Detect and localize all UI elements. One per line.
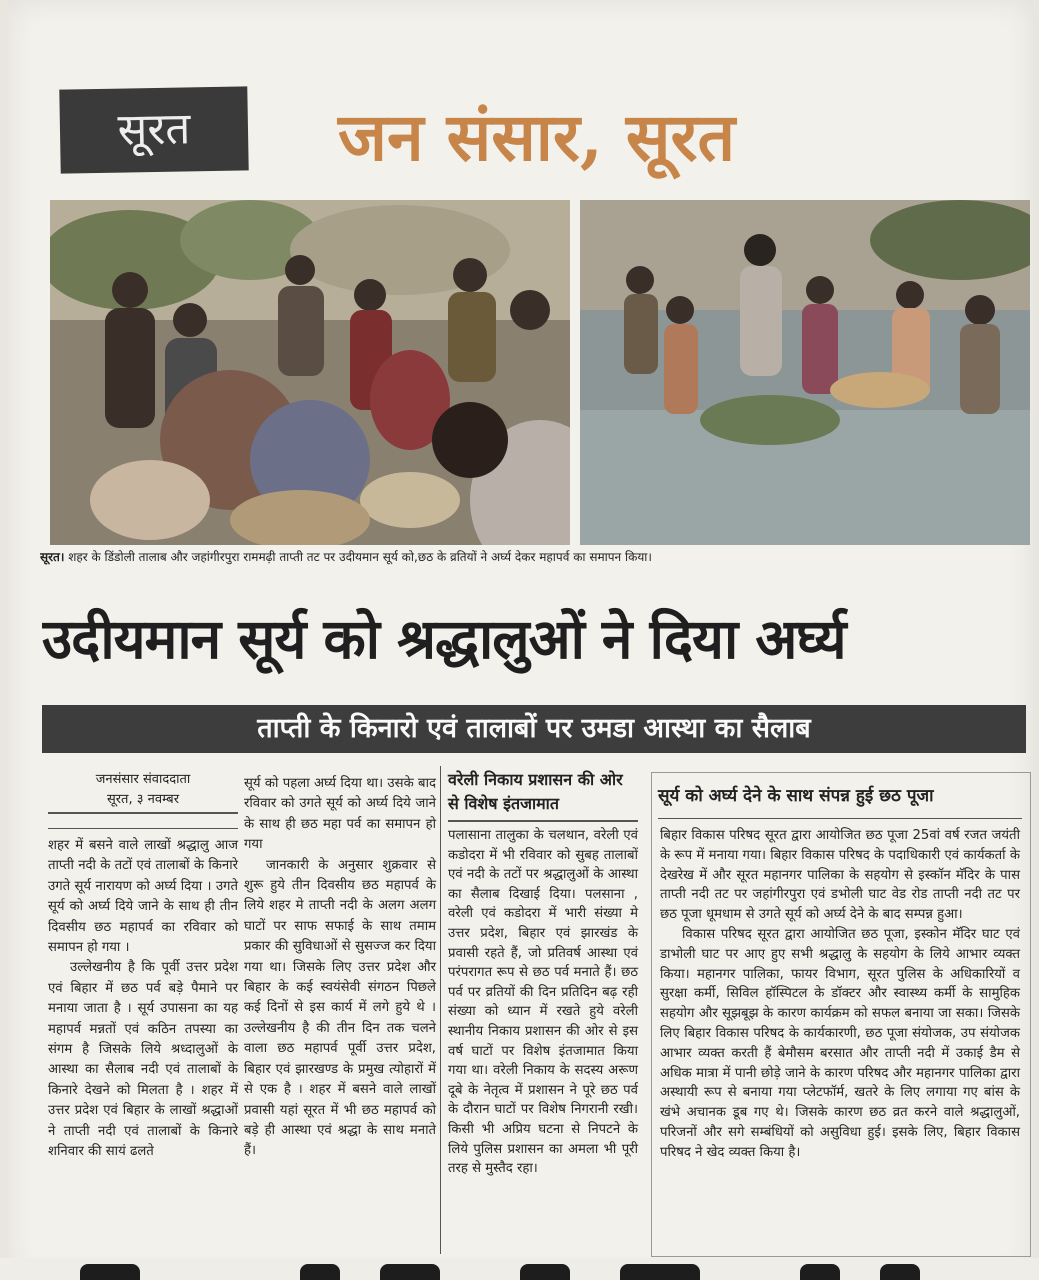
caption-text: शहर के डिंडोली तालाब और जहांगीरपुरा राममढ़ी ताप्ती तट पर उदीयमान सूर्य को,छठ के व्रतियों ने अर्घ्य देकर महापर्व का समापन किया। <box>64 550 652 564</box>
box2-paragraph-2: विकास परिषद सूरत द्वारा आयोजित छठ पूजा, इस्कोन मॅदिर घाट एवं डाभोली घाट पर आए हुए सभी श्रद्धालु के सहयोग के लिये आभार व्यक्त किया। महानगर पालिका, फायर विभाग, सूरत पुलिस के अधिकारियों व सुरक्षा कर्मी, सिविल हॉस्पिटल के डॉक्टर और स्वास्थ्य कर्मी के सामुहिक सहयोग और सूझबूझ के कारण कार्यक्रम को सफल बनाया जा सका। जिसके लिए बिहार विकास परिषद के कार्यकारणी, छठ पूजा संयोजक, उप संयोजक आभार व्यक्त करती हैं बेमौसम बरसात और ताप्ती नदी में उकाई डैम से अधिक मात्रा में पानी छोड़े जाने के कारण परिषद और महानगर पालिका द्वारा अस्थायी रूप से बनाया गया प्लेटफॉर्म, खतरे के लिए लगाया गए बांस के खंभे अचानक डूब गए थे। जिसके कारण छठ व्रत करने वाले श्रद्धालुओं, परिजनों और सगे सम्बंधियों को असुविधा हुई। इसके लिए, बिहार विकास परिषद ने खेद व्यक्त किया है। <box>660 926 1020 1160</box>
column-divider <box>440 766 441 1254</box>
headline: उदीयमान सूर्य को श्रद्धालुओं ने दिया अर्घ्य <box>42 606 846 671</box>
river-photo-right <box>580 200 1030 545</box>
box1-title: वरेली निकाय प्रशासन की ओर से विशेष इंतजामात <box>448 770 623 813</box>
box1-body <box>448 826 638 1179</box>
col2-paragraph-1: सूर्य को पहला अर्घ्य दिया था। उसके बाद रविवार को उगते सूर्य को अर्घ्य दिये जाने के साथ ही छठ महा पर्व का समापन हो गया <box>244 776 436 853</box>
byline-divider <box>48 812 238 814</box>
next-headline-fragment <box>0 1258 1039 1280</box>
caption-place: सूरत। <box>40 550 65 564</box>
photo-caption <box>40 548 1030 566</box>
byline-reporter: जनसंसार संवाददाता <box>95 772 191 787</box>
box2-title: सूर्य को अर्घ्य देने के साथ संपन्न हुई छठ पूजा <box>658 786 934 806</box>
crowd-photo-left <box>50 200 570 545</box>
article-column-1 <box>48 836 238 1163</box>
box1-divider <box>448 820 638 822</box>
box2-paragraph-1: बिहार विकास परिषद सूरत द्वारा आयोजित छठ पूजा 25वां वर्ष रजत जयंती के रूप में मनाया गया। बिहार विकास परिषद के पदाधिकारी एवं कार्यकर्ता के देखरेख में और सूरत महानगर पालिका के सहयोग से इस्कॉन मॅदिर के पास ताप्ती नदी तट पर जहांगीरपुरा एवं डभोली घाट वेड रोड ताप्ती नदी तट पर छठ पूजा धूमधाम से उगते सूर्य को अर्घ्य देने के बाद सम्पन्न हुआ। <box>660 828 1020 923</box>
col2-paragraph-2: जानकारी के अनुसार शुक्रवार से शुरू हुये तीन दिवसीय छठ महापर्व के लिये शहर मे ताप्ती नदी के अलग अलग घाटों पर साफ सफाई के साथ तमाम प्रकार की सुविधाओं से सुसज्ज कर दिया गया था। जिसके लिए उत्तर प्रदेश और बिहार के कई स्वयंसेवी संगठन पिछले कई दिनों से इस कार्य में लगे हुये थे । उल्लेखनीय है की तीन दिन तक चलने वाला छठ महापर्व पूर्वी उत्तर प्रदेश, बिहार एवं झारखण्ड के प्रमुख त्योहारों में से एक है । शहर में बसने वाले लाखों प्रवासी यहां सूरत में भी छठ महापर्व को बड़े ही आस्था एवं श्रद्धा के साथ मनाते हैं। <box>244 857 436 1159</box>
box1-paragraph: पलासाना तालुका के चलथान, वरेली एवं कडोदरा में भी रविवार को सुबह तालाबों एवं नदी के तटों पर श्रद्धालुओं के आस्था का सैलाब दिखाई दिया। पलसाना , वरेली एवं कडोदरा में भारी संख्या मे उत्तर प्रदेश, बिहार एवं झारखंड के प्रवासी रहते हैं, जो प्रतिवर्ष आस्था एवं परंपरागत रूप से छठ पर्व मनाते हैं। छठ पर्व पर व्रतियों की दिन प्रतिदिन बढ़ रही संख्या को ध्यान में रखते हुये वरेली स्थानीय निकाय प्रशासन की ओर से इस वर्ष घाटों पर विशेष इंतजामात किया गया था। वरेली निकाय के सदस्य अरूण दूबे के नेतृत्व में प्रशासन ने पूरे छठ पर्व के दौरान घाटों पर विशेष निगरानी रखी। किसी भी अप्रिय घटना से निपटने के लिये पुलिस प्रशासन का अमला भी पूरी तरह से मुस्तैद रहा। <box>448 828 638 1177</box>
col1-paragraph-2: उल्लेखनीय है कि पूर्वी उत्तर प्रदेश एवं बिहार में छठ पर्व बड़े पैमाने पर मनाया जाता है । सूर्य उपासना का यह महापर्व मन्नतों एवं कठिन तपस्या का संगम है जिसके लिये श्रध्दालुओं के आस्था का सैलाब नदी एवं तालाबों के किनारे देखने को मिलता है । शहर में उत्तर प्रदेश एवं बिहार के लाखों श्रद्धाओं ने ताप्ती नदी एवं तालाबों के किनारे शनिवार की सायं ढलते <box>48 960 238 1160</box>
section-tag: सूरत <box>59 86 248 173</box>
byline <box>48 770 238 810</box>
article-column-2 <box>244 774 436 1162</box>
subheadline: ताप्ती के किनारो एवं तालाबों पर उमडा आस्था का सैलाब <box>42 705 1026 753</box>
box2-body <box>660 826 1020 1163</box>
box2-divider <box>658 818 1022 819</box>
col1-paragraph-1: शहर में बसने वाले लाखों श्रद्धालु आज ताप्ती नदी के तटों एवं तालाबों के किनारे उगते सूर्य नारायण को अर्घ्य दिया । उगते सूर्य को अर्घ्य दिये जाने के साथ ही तीन दिवसीय छठ महापर्व का रविवार को समापन हो गया । <box>48 838 238 956</box>
masthead-title: जन संसार, सूरत <box>338 98 736 176</box>
byline-dateline: सूरत, ३ नवम्बर <box>106 792 180 807</box>
byline-divider-2 <box>48 828 238 829</box>
newspaper-page <box>8 0 1033 1280</box>
